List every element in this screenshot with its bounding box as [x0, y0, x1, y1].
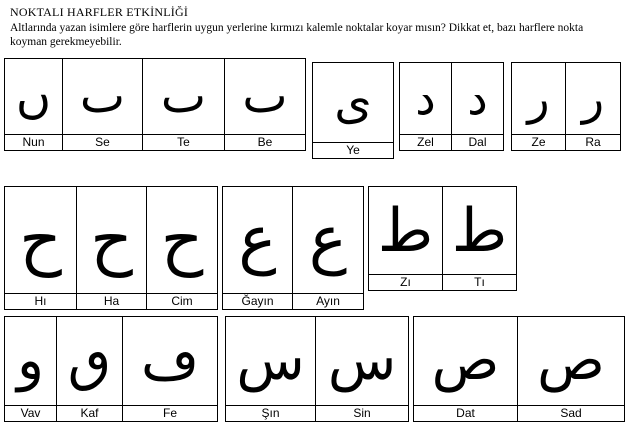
- letter-box: [518, 317, 624, 421]
- letter-name: Se: [63, 134, 142, 150]
- letter-glyph: ح: [19, 201, 62, 278]
- letter-name: Sad: [518, 405, 624, 421]
- letter-glyph: ٮ: [79, 68, 126, 124]
- letter-glyph: ٯ: [67, 328, 112, 393]
- letter-group-10: [413, 316, 625, 422]
- letter-glyph: ع: [308, 203, 348, 277]
- letter-name: Ra: [566, 134, 620, 150]
- letter-glyph: س: [236, 328, 305, 393]
- letter-glyph: ص: [431, 328, 500, 393]
- letter-name: Sin: [316, 405, 408, 421]
- letter-box: [400, 63, 452, 150]
- letter-name: Hı: [5, 293, 76, 309]
- letter-box: [77, 187, 147, 309]
- letter-box: [223, 187, 293, 309]
- letter-glyph: ط: [377, 195, 434, 266]
- letter-box: [443, 187, 516, 290]
- letter-name: Ye: [313, 142, 393, 158]
- letter-box: [5, 59, 63, 150]
- letter-box: [143, 59, 225, 150]
- letter-glyph: و: [16, 328, 45, 393]
- letter-box: [63, 59, 143, 150]
- letter-name: Te: [143, 134, 224, 150]
- letter-glyph: د: [467, 71, 488, 125]
- letter-name: Vav: [5, 405, 56, 421]
- letter-group-3: [399, 62, 504, 151]
- worksheet-title: NOKTALI HARFLER ETKİNLİĞİ: [10, 5, 189, 19]
- letter-name: Zı: [369, 274, 442, 290]
- letter-group-4: [511, 62, 621, 151]
- letter-name: Dat: [414, 405, 517, 421]
- letter-box: [369, 187, 443, 290]
- letter-group-5: [4, 186, 218, 310]
- letter-name: Kaf: [57, 405, 122, 421]
- letter-name: Şın: [226, 405, 315, 421]
- letter-name: Cim: [147, 293, 217, 309]
- letter-box: [566, 63, 620, 150]
- letter-name: Dal: [452, 134, 503, 150]
- letter-box: [512, 63, 566, 150]
- letter-box: [226, 317, 316, 421]
- letter-glyph: د: [415, 71, 436, 125]
- letter-box: [316, 317, 408, 421]
- letter-name: Ğayın: [223, 293, 292, 309]
- letter-name: Be: [225, 134, 305, 150]
- letter-glyph: ح: [90, 201, 133, 278]
- letter-glyph: س: [327, 328, 397, 393]
- letter-glyph: ع: [238, 203, 277, 277]
- letter-name: Ha: [77, 293, 146, 309]
- letter-box: [57, 317, 123, 421]
- letter-box: [414, 317, 518, 421]
- letter-glyph: ط: [451, 195, 508, 266]
- letter-group-6: [222, 186, 364, 310]
- letter-box: [225, 59, 305, 150]
- worksheet-instructions: Altlarında yazan isimlere göre harflerin uygun yerlerine kırmızı kalemle noktalar koyar mısın? Dikkat et, bazı harflere nokta koyman gerekmeyebilir.: [10, 22, 584, 48]
- letter-glyph: ں: [15, 68, 52, 124]
- letter-box: [313, 63, 393, 158]
- letter-name: Nun: [5, 134, 62, 150]
- letter-glyph: ر: [581, 71, 605, 125]
- letter-glyph: ص: [537, 328, 605, 393]
- letter-name: Fe: [123, 405, 217, 421]
- letter-group-9: [225, 316, 409, 422]
- letter-glyph: ى: [334, 74, 372, 130]
- letter-name: Ayın: [293, 293, 363, 309]
- letter-name: Ze: [512, 134, 565, 150]
- letter-box: [5, 187, 77, 309]
- letter-group-8: [4, 316, 218, 422]
- letter-group-7: [368, 186, 517, 291]
- letter-glyph: ٮ: [160, 68, 207, 124]
- letter-glyph: ڡ: [140, 328, 200, 393]
- letter-box: [452, 63, 503, 150]
- letter-group-1: [4, 58, 306, 151]
- letter-box: [123, 317, 217, 421]
- letter-glyph: ٮ: [242, 68, 288, 124]
- letter-name: Tı: [443, 274, 516, 290]
- letter-box: [293, 187, 363, 309]
- letter-glyph: ر: [527, 71, 550, 125]
- letter-group-2: [312, 62, 394, 159]
- letter-box: [5, 317, 57, 421]
- letter-name: Zel: [400, 134, 451, 150]
- letter-glyph: ح: [160, 201, 204, 278]
- letter-box: [147, 187, 217, 309]
